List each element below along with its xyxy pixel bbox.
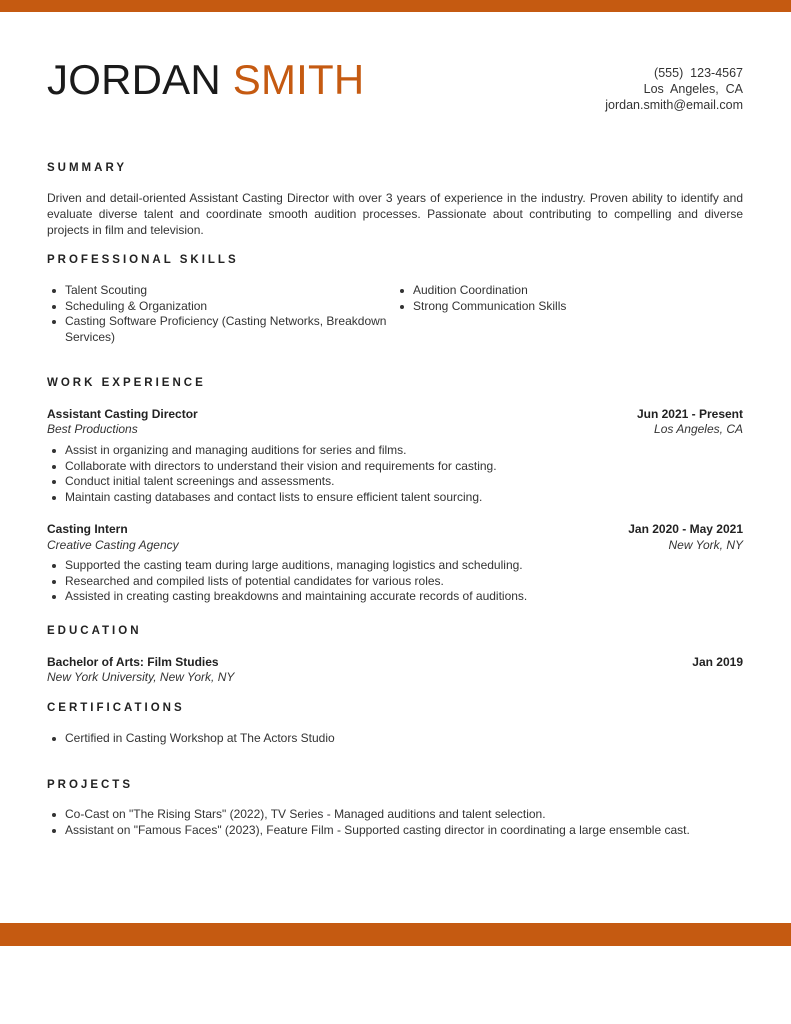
list-item: Co-Cast on "The Rising Stars" (2022), TV Series - Managed auditions and talent selection. bbox=[47, 807, 757, 823]
summary-text: Driven and detail-oriented Assistant Casting Director with over 3 years of experience in the industry. Proven ability to identify and evaluate diverse talent and coordinate smooth audition processes. Passionate about contributing to compelling and diverse projects in film and television. bbox=[47, 191, 743, 237]
experience-heading: WORK EXPERIENCE bbox=[47, 377, 206, 389]
list-item: Conduct initial talent screenings and assessments. bbox=[47, 474, 743, 490]
list-item: Maintain casting databases and contact lists to ensure efficient talent sourcing. bbox=[47, 490, 743, 506]
education-date: Jan 2019 bbox=[692, 655, 743, 669]
projects-heading: PROJECTS bbox=[47, 779, 133, 791]
list-item: Talent Scouting bbox=[47, 283, 397, 299]
skills-heading: PROFESSIONAL SKILLS bbox=[47, 254, 239, 266]
job-title: Assistant Casting Director bbox=[47, 407, 198, 421]
bottom-accent-bar bbox=[0, 923, 791, 946]
job-title: Casting Intern bbox=[47, 522, 128, 536]
list-item: Assist in organizing and managing auditions for series and films. bbox=[47, 443, 743, 459]
job-2-bullets bbox=[47, 558, 743, 605]
top-accent-bar bbox=[0, 0, 791, 12]
summary-heading: SUMMARY bbox=[47, 162, 127, 174]
degree: Bachelor of Arts: Film Studies bbox=[47, 655, 219, 669]
certifications-list bbox=[47, 731, 743, 747]
list-item: Strong Communication Skills bbox=[395, 299, 735, 315]
first-name: JORDAN bbox=[47, 56, 221, 103]
job-location: Los Angeles, CA bbox=[654, 422, 743, 436]
contact-info bbox=[605, 65, 743, 113]
list-item: Casting Software Proficiency (Casting Networks, Breakdown Services) bbox=[47, 314, 397, 345]
job-1-bullets bbox=[47, 443, 743, 506]
projects-list bbox=[47, 807, 757, 838]
job-company: Creative Casting Agency bbox=[47, 538, 179, 552]
list-item: Certified in Casting Workshop at The Actors Studio bbox=[47, 731, 743, 747]
job-dates: Jan 2020 - May 2021 bbox=[628, 522, 743, 536]
list-item: Researched and compiled lists of potential candidates for various roles. bbox=[47, 574, 743, 590]
certifications-heading: CERTIFICATIONS bbox=[47, 702, 185, 714]
job-location: New York, NY bbox=[668, 538, 743, 552]
list-item: Audition Coordination bbox=[395, 283, 735, 299]
list-item: Supported the casting team during large auditions, managing logistics and scheduling. bbox=[47, 558, 743, 574]
list-item: Collaborate with directors to understand their vision and requirements for casting. bbox=[47, 459, 743, 475]
education-heading: EDUCATION bbox=[47, 625, 142, 637]
job-company: Best Productions bbox=[47, 422, 138, 436]
phone: (555) 123-4567 bbox=[654, 66, 743, 80]
location: Los Angeles, CA bbox=[643, 82, 743, 96]
skills-list-left bbox=[47, 283, 397, 346]
last-name: SMITH bbox=[232, 56, 365, 103]
job-dates: Jun 2021 - Present bbox=[636, 407, 743, 421]
email: jordan.smith@email.com bbox=[605, 98, 743, 112]
school: New York University, New York, NY bbox=[47, 670, 235, 684]
skills-list-right bbox=[395, 283, 735, 314]
list-item: Assisted in creating casting breakdowns and maintaining accurate records of auditions. bbox=[47, 589, 743, 605]
candidate-name bbox=[47, 56, 364, 104]
list-item: Assistant on "Famous Faces" (2023), Feature Film - Supported casting director in coordinating a large ensemble cast. bbox=[47, 823, 757, 839]
list-item: Scheduling & Organization bbox=[47, 299, 397, 315]
